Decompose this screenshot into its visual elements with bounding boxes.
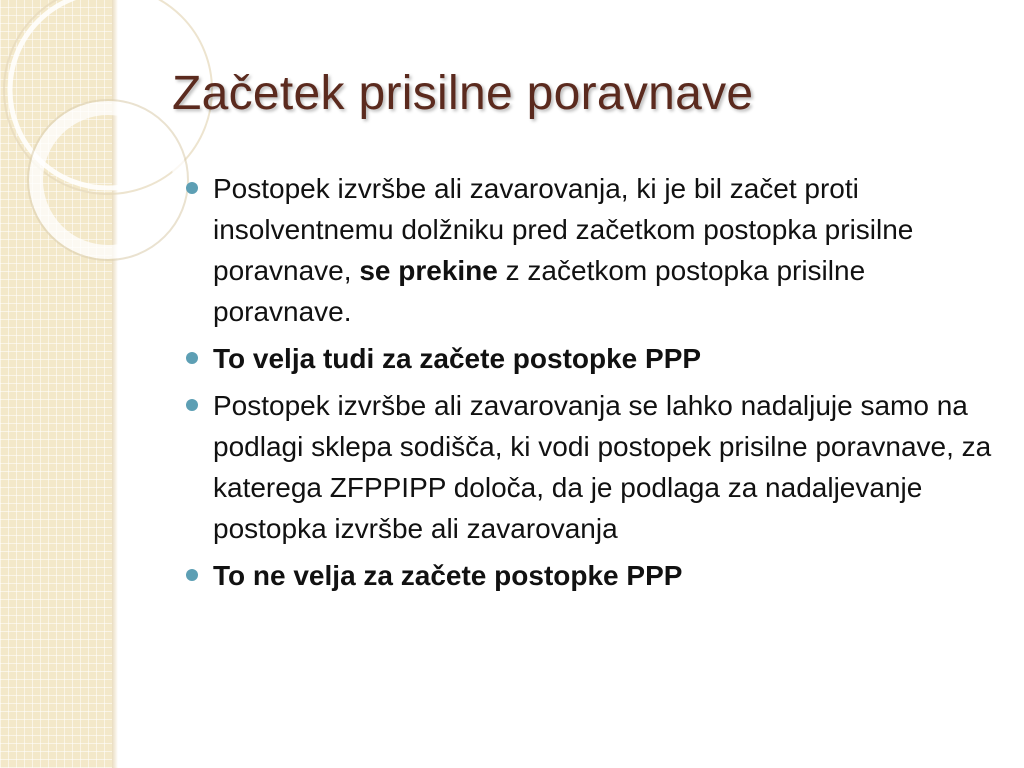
bullet-text-bold: To velja tudi za začete postopke PPP: [213, 343, 702, 374]
side-panel-edge: [112, 0, 118, 768]
bullet-text-bold: se prekine: [359, 255, 498, 286]
decorative-side-panel: [0, 0, 112, 768]
bullet-text: Postopek izvršbe ali zavarovanja, ki je bil začet proti insolventnemu dolžniku pred začetkom postopka prisilne poravnave,: [213, 173, 914, 286]
bullet-dot-icon: [186, 569, 198, 581]
bullet-item: [186, 555, 996, 596]
bullet-text: Postopek izvršbe ali zavarovanja se lahko nadaljuje samo na podlagi sklepa sodišča, ki vodi postopek prisilne poravnave, za katerega ZFPPIPP določa, da je podlaga za nadaljevanje postopka izvršbe ali zavarovanja: [213, 390, 992, 544]
bullet-list: [186, 168, 996, 602]
bullet-item: [186, 338, 996, 379]
bullet-text: z začetkom postopka prisilne poravnave.: [213, 255, 866, 327]
bullet-dot-icon: [186, 399, 198, 411]
bullet-item: [186, 168, 996, 332]
bullet-item: [186, 385, 996, 549]
slide-title: Začetek prisilne poravnave: [172, 67, 754, 120]
bullet-dot-icon: [186, 352, 198, 364]
bullet-text-bold: To ne velja za začete postopke PPP: [213, 560, 683, 591]
bullet-dot-icon: [186, 182, 198, 194]
